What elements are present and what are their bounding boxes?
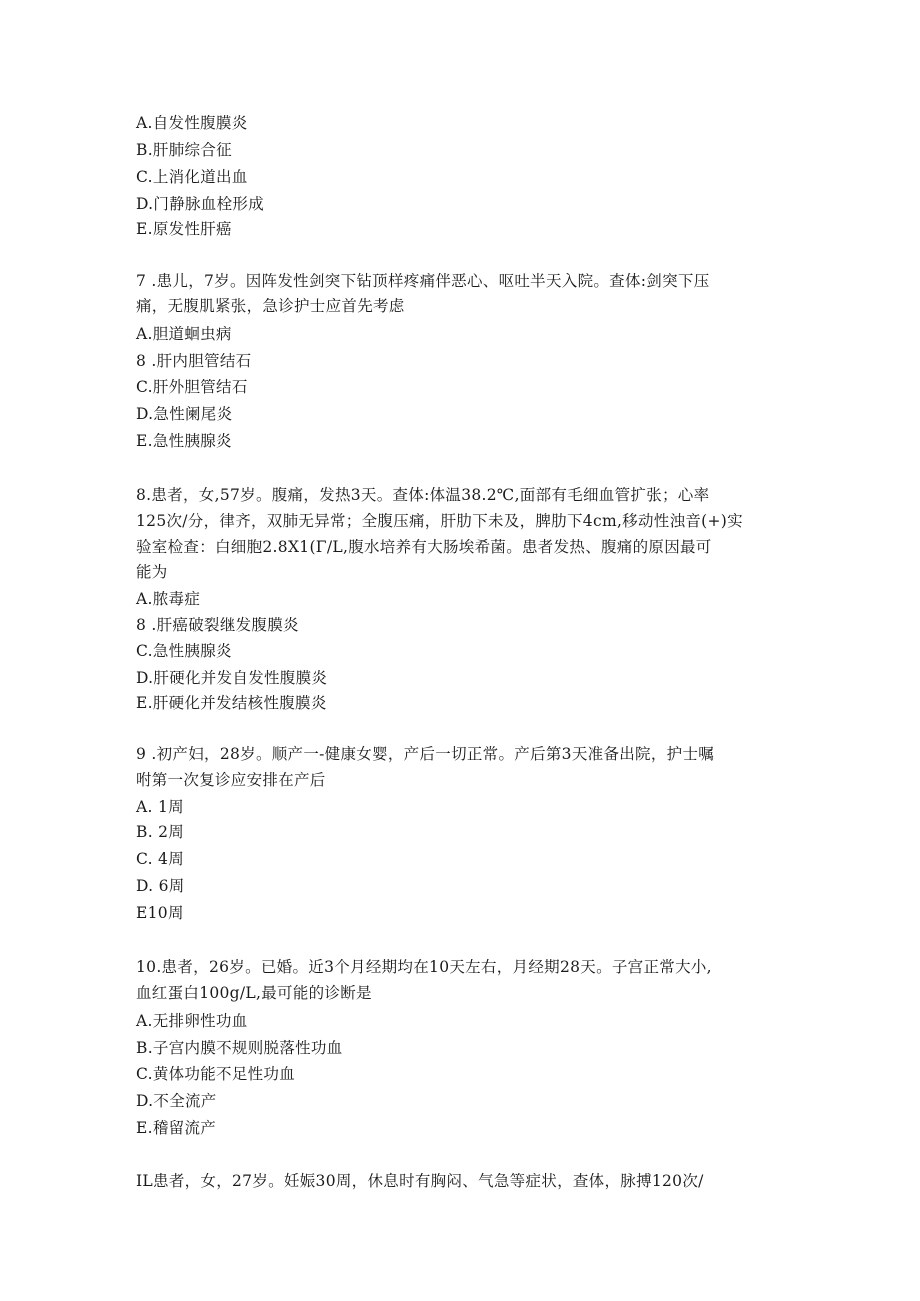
option-line: C.黄体功能不足性功血 <box>136 1065 296 1083</box>
option-line: A.无排卵性功血 <box>136 1012 248 1030</box>
option-line: C.肝外胆管结石 <box>136 378 248 396</box>
option-line: D. 6周 <box>136 877 185 895</box>
option-line: C.上消化道出血 <box>136 168 248 186</box>
question-stem-line: 10.患者，26岁。已婚。近3个月经期均在10天左右，月经期28天。子宫正常大小, <box>136 958 712 976</box>
question-stem-line: 125次/分，律齐，双肺无异常；全腹压痛，肝肋下未及，脾肋下4cm,移动性浊音(+)实 <box>136 512 743 530</box>
option-line: E.肝硬化并发结核性腹膜炎 <box>136 694 327 712</box>
question-stem-line: IL患者，女，27岁。妊娠30周，休息时有胸闷、气急等症状，查体，脉搏120次/ <box>136 1172 704 1190</box>
option-line: D.门静脉血栓形成 <box>136 195 265 213</box>
option-line: E.急性胰腺炎 <box>136 432 232 450</box>
question-stem-line: 能为 <box>136 563 168 581</box>
question-stem-line: 血红蛋白100g/L,最可能的诊断是 <box>136 984 372 1002</box>
question-stem-line: 咐第一次复诊应安排在产后 <box>136 771 326 789</box>
option-line: A.脓毒症 <box>136 590 201 608</box>
option-line: D.不全流产 <box>136 1092 217 1110</box>
question-stem-line: 痛，无腹肌紧张，急诊护士应首先考虑 <box>136 297 405 315</box>
option-line: B.肝肺综合征 <box>136 141 232 159</box>
option-line: B.子宫内膜不规则脱落性功血 <box>136 1039 343 1057</box>
option-line: A.胆道蛔虫病 <box>136 325 232 343</box>
option-line: C. 4周 <box>136 850 185 868</box>
question-stem-line: 9 .初产妇，28岁。顺产一-健康女婴，产后一切正常。产后第3天准备出院，护士嘱 <box>136 745 715 763</box>
option-line: B. 2周 <box>136 823 185 841</box>
option-line: E.原发性肝癌 <box>136 220 232 238</box>
question-stem-line: 验室检查：白细胞2.8X1(Γ/L,腹水培养有大肠埃希菌。患者发热、腹痛的原因最可 <box>136 538 712 556</box>
question-stem-line: 8.患者，女,57岁。腹痛，发热3天。查体:体温38.2℃,面部有毛细血管扩张；心率 <box>136 486 710 504</box>
option-line: E10周 <box>136 904 184 922</box>
option-line: D.肝硬化并发自发性腹膜炎 <box>136 669 328 687</box>
option-line: E.稽留流产 <box>136 1119 217 1137</box>
option-line: A. 1周 <box>136 798 184 816</box>
option-line: C.急性胰腺炎 <box>136 642 232 660</box>
option-line: 8 .肝癌破裂继发腹膜炎 <box>136 616 299 634</box>
option-line: A.自发性腹膜炎 <box>136 114 248 132</box>
option-line: D.急性阑尾炎 <box>136 405 233 423</box>
option-line: 8 .肝内胆管结石 <box>136 352 252 370</box>
question-stem-line: 7 .患儿，7岁。因阵发性剑突下钻顶样疼痛伴恶心、呕吐半天入院。查体:剑突下压 <box>136 272 710 290</box>
